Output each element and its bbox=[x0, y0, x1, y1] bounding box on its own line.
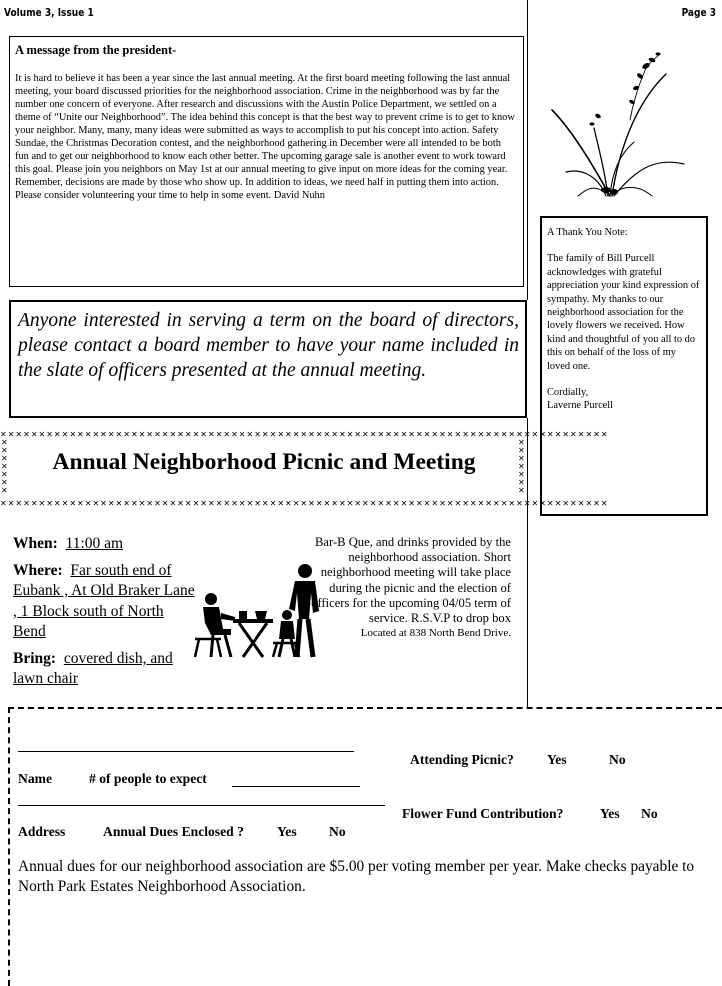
flower-fund-no[interactable]: No bbox=[641, 806, 658, 821]
thank-you-title: A Thank You Note: bbox=[547, 227, 628, 238]
annual-dues-text: Annual dues for our neighborhood association are $5.00 per voting member per year. Make checks payable to North Park Estates Neighborhood Association. bbox=[18, 858, 695, 895]
attending-no[interactable]: No bbox=[609, 752, 626, 767]
dues-enclosed-no[interactable]: No bbox=[329, 824, 346, 839]
page-number: Page 3 bbox=[681, 6, 716, 19]
banner-border-bottom: ✕✕✕✕✕✕✕✕✕✕✕✕✕✕✕✕✕✕✕✕✕✕✕✕✕✕✕✕✕✕✕✕✕✕✕✕✕✕✕✕✕✕✕✕✕✕✕✕✕✕✕✕✕✕✕✕✕✕✕✕✕✕✕✕✕✕✕✕✕✕✕✕✕✕✕✕✕✕✕ bbox=[0, 499, 609, 508]
people-label: # of people to expect bbox=[89, 771, 207, 786]
dues-enclosed-yes[interactable]: Yes bbox=[277, 824, 297, 839]
dues-enclosed-label: Annual Dues Enclosed ? bbox=[103, 824, 244, 839]
thank-you-note-box bbox=[540, 216, 708, 516]
rsvp-form-box bbox=[8, 707, 722, 986]
picnic-description-text: Bar-B Que, and drinks provided by the neighborhood association. Short neighborhood meeting will take place during the picnic and the election of officers for the upcoming 04/05 term of service. R.S.V.P to drop box bbox=[311, 535, 511, 626]
people-count-line[interactable] bbox=[232, 771, 360, 787]
picnic-bring bbox=[13, 649, 198, 690]
picnic-description bbox=[300, 535, 511, 641]
picnic-location-note: Located at 838 North Bend Drive. bbox=[360, 627, 511, 640]
attending-yes[interactable]: Yes bbox=[547, 752, 567, 767]
where-label: Where: bbox=[13, 561, 63, 579]
picnic-where bbox=[13, 561, 198, 643]
attending-label: Attending Picnic? bbox=[410, 752, 514, 767]
picnic-title: Annual Neighborhood Picnic and Meeting bbox=[52, 449, 476, 475]
when-label: When: bbox=[13, 535, 58, 552]
volume-issue: Volume 3, Issue 1 bbox=[4, 6, 94, 19]
bring-value: covered dish, and lawn chair bbox=[13, 649, 173, 687]
picnic-when bbox=[13, 534, 198, 555]
picnic-details bbox=[13, 534, 198, 696]
when-value: 11:00 am bbox=[65, 535, 124, 552]
bring-label: Bring: bbox=[13, 649, 57, 667]
column-divider-top bbox=[527, 0, 528, 300]
thank-you-signature: Laverne Purcell bbox=[547, 400, 614, 412]
banner-border-right: ✕✕✕✕✕✕✕ bbox=[518, 438, 526, 495]
name-line[interactable] bbox=[18, 751, 354, 752]
where-value: Far south end of Eubank , At Old Braker Lane , 1 Block south of North Bend bbox=[13, 561, 195, 640]
flower-fund-yes[interactable]: Yes bbox=[600, 806, 620, 821]
thank-you-body: The family of Bill Purcell acknowledges with grateful appreciation your kind expression of sympathy. My thanks to our neighborhood association for the lovely flowers we received. How kind and thoughtful of you all to do this on behalf of the loss of my loved one. bbox=[547, 253, 700, 372]
address-line[interactable] bbox=[18, 805, 385, 806]
president-message-box bbox=[9, 36, 524, 287]
orchid-flower-icon bbox=[548, 46, 688, 202]
president-message-title: A message from the president- bbox=[15, 43, 177, 57]
address-label: Address bbox=[18, 824, 66, 839]
banner-border-left: ✕✕✕✕✕✕✕ bbox=[1, 438, 9, 495]
banner-border-top: ✕✕✕✕✕✕✕✕✕✕✕✕✕✕✕✕✕✕✕✕✕✕✕✕✕✕✕✕✕✕✕✕✕✕✕✕✕✕✕✕✕✕✕✕✕✕✕✕✕✕✕✕✕✕✕✕✕✕✕✕✕✕✕✕✕✕✕✕✕✕✕✕✕✕✕✕✕✕✕ bbox=[0, 430, 609, 439]
flower-fund-label: Flower Fund Contribution? bbox=[402, 806, 564, 821]
board-notice-box bbox=[9, 300, 527, 418]
thank-you-closing: Cordially, bbox=[547, 387, 589, 399]
president-message-body: It is hard to believe it has been a year since the last annual meeting. At the first board meeting following the last annual meeting, your board discussed priorities for the neighborhood association. Crime in the neighborhood was by far the number one concern of everyone. After research and discussions with the Austin Police Department, we settled on a theme of “Unite our Neighborhood”. The idea behind this concept is that the best way to prevent crime is to get to know your neighbor. Many, many, many ideas were submitted as ways to accomplish to put his concept into action. Safety Sundae, the Christmas Decoration contest, and the neighborhood gathering in December were all intended to be both fun and to get our neighborhood to know each other better. The upcoming garage sale is another event to work toward this goal. Please join you neighbors on May 1st at our annual meeting to give input on more ideas for the coming year. Remember, decisions are made by those who show up. In addition to ideas, we need half in putting them into action. Please consider volunteering your time to help in some event. David Nuhn bbox=[15, 73, 515, 201]
board-notice-text: Anyone interested in serving a term on the board of directors, please contact a board member to have your name included in the slate of officers presented at the annual meeting. bbox=[18, 310, 519, 381]
name-label: Name bbox=[18, 771, 52, 786]
